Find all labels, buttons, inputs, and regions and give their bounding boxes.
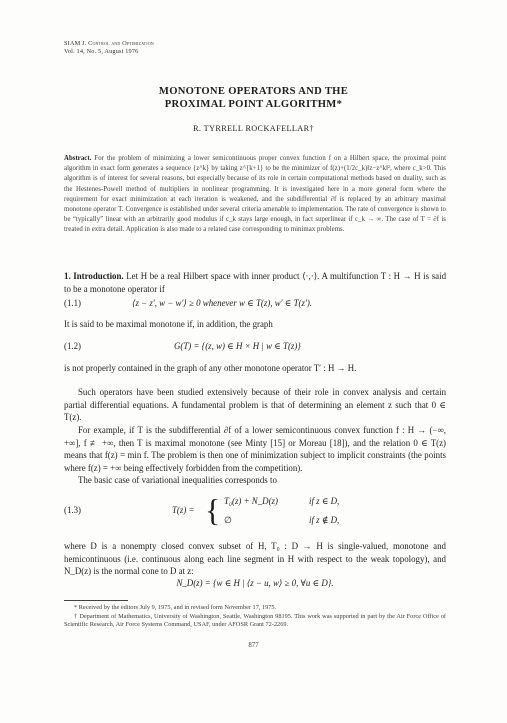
equation-number: (1.3) [64, 505, 82, 515]
journal-issue: Vol. 14, No. 5, August 1976 [64, 48, 139, 55]
journal-header [64, 40, 154, 56]
equation-1-1 [64, 298, 446, 312]
paragraph-example: For example, if T is the subdifferential ∂f of a lower semicontinuous convex function f : H → (−∞, +∞], f ≢ +∞, then T is maximal monotone (see Minty [15] or Moreau [18]), and the relation 0 ∈ T(z) means that f(z) = min f. The problem is then one of minimization subject to implicit constraints (the points where f(z) = +∞ being effectively forbidden from the competition). [64, 425, 446, 473]
equation-1-2 [64, 341, 446, 355]
footnote-received: * Received by the editors July 9, 1975, and in revised form November 17, 1975. [74, 604, 277, 611]
abstract-text: For the problem of minimizing a lower semicontinuous proper convex function f on a Hilbert space, the proximal point algorithm in exact form generates a sequence {z^k} by taking z^{k+1} to be the minimizer of f(z)+(1/2c_k)‖z−z^k‖², where c_k>0. This algorithm is of interest for several reasons, but especially because of its role in certain computational methods based on duality, such as the Hestenes-Powell method of multipliers in nonlinear programming. It is investigated here in a more general form where the requirement for exact minimization at each iteration is weakened, and the subdifferential ∂f is replaced by an arbitrary maximal monotone operator T. Convergence is established under several criteria amenable to implementation. The rate of convergence is shown to be “typically” linear with an arbitrarily good modulus if c_k stays large enough, in fact superlinear if c_k → ∞. The case of T = ∂f is treated in extra detail. Application is also made to a related case corresponding to minimax problems. [64, 155, 447, 234]
equation-1-3 [64, 490, 446, 534]
paper-title-line-2: PROXIMAL POINT ALGORITHM* [164, 99, 343, 110]
case-1-condition: if z ∈ D, [309, 496, 340, 506]
introduction-text: Let H be a real Hilbert space with inner product ⟨·,·⟩. A multifunction T : H → H is said to be a monotone operator if [64, 271, 447, 294]
section-heading: 1. Introduction. [64, 271, 124, 281]
paragraph-variational: The basic case of variational inequalities corresponds to [78, 475, 277, 485]
abstract [64, 154, 446, 236]
paragraph-graph: is not properly contained in the graph of any other monotone operator T′ : H → H. [64, 363, 357, 373]
journal-name: SIAM J. Control and Optimization [64, 40, 154, 47]
equation-expression: G(T) = {(z, w) ∈ H × H | w ∈ T(z)} [174, 341, 301, 351]
abstract-label: Abstract. [64, 155, 92, 162]
equation-expression: ⟨z − z′, w − w′⟩ ≥ 0 whenever w ∈ T(z), w′ ∈ T(z′). [132, 298, 313, 308]
left-brace-icon: { [205, 492, 221, 528]
footnote-affiliation: † Department of Mathematics, University of Washington, Seattle, Washington 98195. This work was supported in part by the Air Force Office of Scientific Research, Air Force Systems Command, USAF, under AFOSR Grant 72-2269. [64, 613, 446, 629]
introduction-paragraph [64, 270, 446, 295]
equation-number: (1.1) [64, 298, 82, 308]
paragraph-maximal-monotone: It is said to be maximal monotone if, in addition, the graph [64, 319, 273, 329]
equation-number: (1.2) [64, 341, 82, 351]
footnote-divider [64, 600, 128, 601]
author-name: R. TYRRELL ROCKAFELLAR† [193, 124, 314, 133]
paragraph-studied: Such operators have been studied extensively because of their role in convex analysis and certain partial differential equations. A fundamental problem is that of determining an element z such that 0 ∈ T(z). [64, 387, 446, 423]
equation-normal-cone: N_D(z) = {w ∈ H | ⟨z − u, w⟩ ≥ 0, ∀u ∈ D}. [176, 578, 334, 588]
paper-title-line-1: MONOTONE OPERATORS AND THE [158, 86, 349, 97]
equation-lhs: T(z) = [172, 505, 195, 515]
case-2-expression: ∅ [224, 515, 232, 525]
paragraph-where: where D is a nonempty closed convex subset of H, T₀ : D → H is single-valued, monotone and hemicontinuous (i.e. continuous along each line segment in H with respect to the weak topology), and N_D(z) is the normal cone to D at z: [64, 541, 446, 577]
case-1-expression: T₀(z) + N_D(z) [224, 496, 278, 506]
case-2-condition: if z ∉ D, [309, 515, 340, 525]
page-number: 877 [248, 642, 259, 649]
